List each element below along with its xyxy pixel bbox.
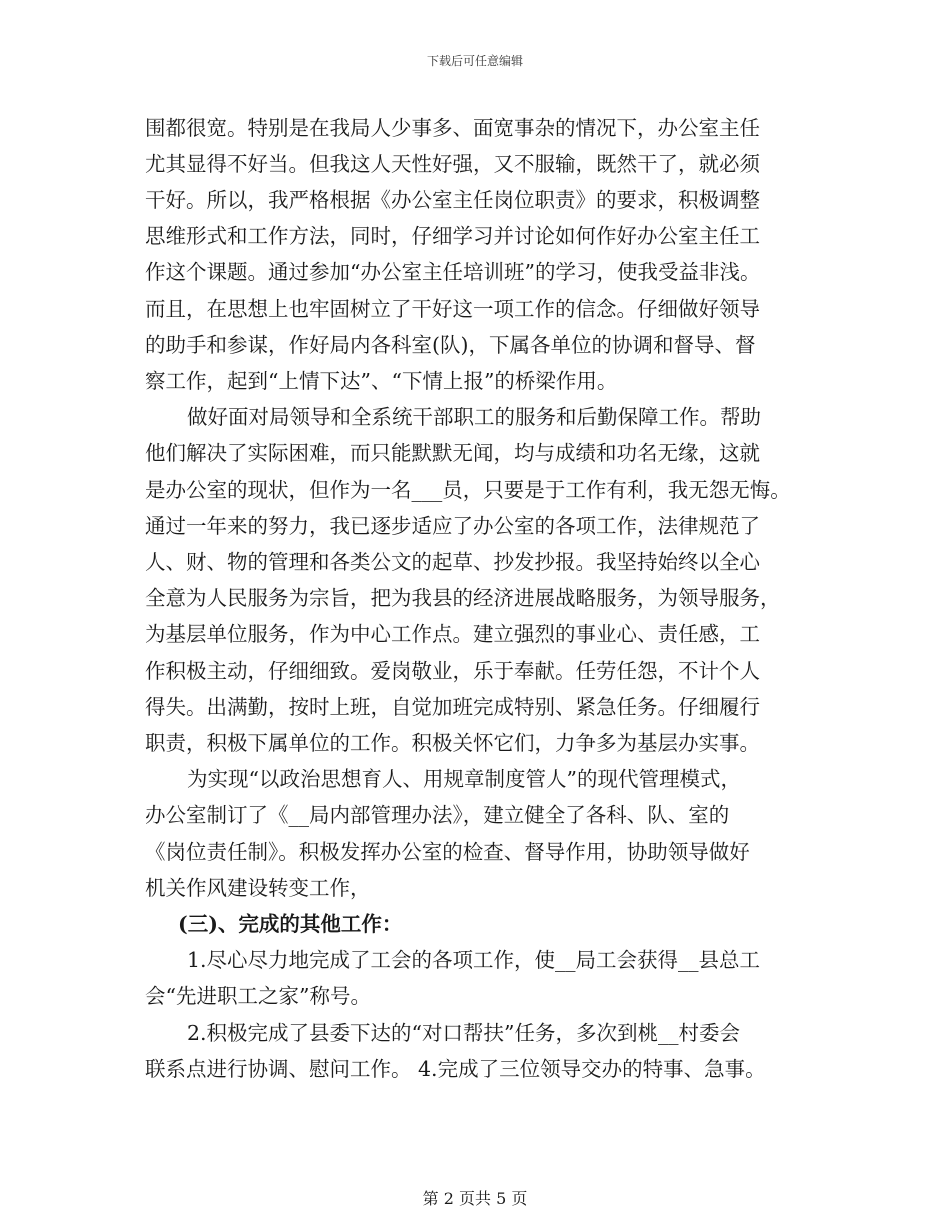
page-number: 第 2 页共 5 页: [422, 1189, 528, 1208]
list-item-first-line: 1.尽心尽力地完成了工会的各项工作，使__局工会获得__县总工: [187, 948, 761, 972]
text-line: 而且，在思想上也牢固树立了干好这一项工作的信念。仔细做好领导: [145, 297, 760, 321]
list-item-first-line: 2.积极完成了县委下达的“对口帮扶”任务，多次到桃__村委会: [187, 1021, 741, 1045]
text-line: 为基层单位服务，作为中心工作点。建立强烈的事业心、责任感，工: [145, 622, 760, 646]
text-line: 是办公室的现状，但作为一名___员，只要是于工作有利，我无怨无悔。: [145, 478, 791, 502]
page-header: 下载后可任意编辑: [426, 54, 523, 68]
section-heading: (三)、完成的其他工作：: [178, 912, 403, 936]
text-line: 通过一年来的努力，我已逐步适应了办公室的各项工作，法律规范了: [145, 514, 760, 538]
text-line: 办公室制订了《__局内部管理办法》，建立健全了各科、队、室的: [145, 803, 730, 827]
text-line: 全意为人民服务为宗旨，把为我县的经济进展战略服务，为领导服务，: [145, 586, 781, 610]
text-line: 围都很宽。特别是在我局人少事多、面宽事杂的情况下，办公室主任: [145, 116, 760, 140]
text-line: 作这个课题。通过参加“办公室主任培训班”的学习，使我受益非浅。: [145, 260, 761, 284]
text-line: 察工作，起到“上情下达”、“下情上报”的桥梁作用。: [145, 369, 618, 393]
paragraph-first-line: 为实现“以政治思想育人、用规章制度管人”的现代管理模式，: [187, 767, 741, 791]
text-line: 职责，积极下属单位的工作。积极关怀它们，力争多为基层办实事。: [145, 731, 760, 755]
text-line: 思维形式和工作方法，同时，仔细学习并讨论如何作好办公室主任工: [145, 224, 760, 248]
text-line: 人、财、物的管理和各类公文的起草、抄发抄报。我坚持始终以全心: [145, 550, 760, 574]
text-line: 得失。出满勤，按时上班，自觉加班完成特别、紧急任务。仔细履行: [145, 695, 760, 719]
text-line: 他们解决了实际困难，而只能默默无闻，均与成绩和功名无缘，这就: [145, 441, 760, 465]
text-line: 的助手和参谋，作好局内各科室(队)，下属各单位的协调和督导、督: [145, 333, 756, 357]
text-line: 《岗位责任制》。积极发挥办公室的检查、督导作用，协助领导做好: [145, 840, 750, 864]
text-line: 作积极主动，仔细细致。爱岗敬业，乐于奉献。任劳任怨，不计个人: [145, 659, 760, 683]
paragraph-first-line: 做好面对局领导和全系统干部职工的服务和后勤保障工作。帮助: [187, 405, 761, 429]
text-line: 机关作风建设转变工作，: [145, 876, 371, 900]
text-line: 联系点进行协调、慰问工作。 4.完成了三位领导交办的特事、急事。: [145, 1057, 766, 1081]
text-line: 会“先进职工之家”称号。: [145, 984, 371, 1008]
text-line: 尤其显得不好当。但我这人天性好强，又不服输，既然干了，就必须: [145, 152, 760, 176]
text-line: 干好。所以，我严格根据《办公室主任岗位职责》的要求，积极调整: [145, 188, 760, 212]
